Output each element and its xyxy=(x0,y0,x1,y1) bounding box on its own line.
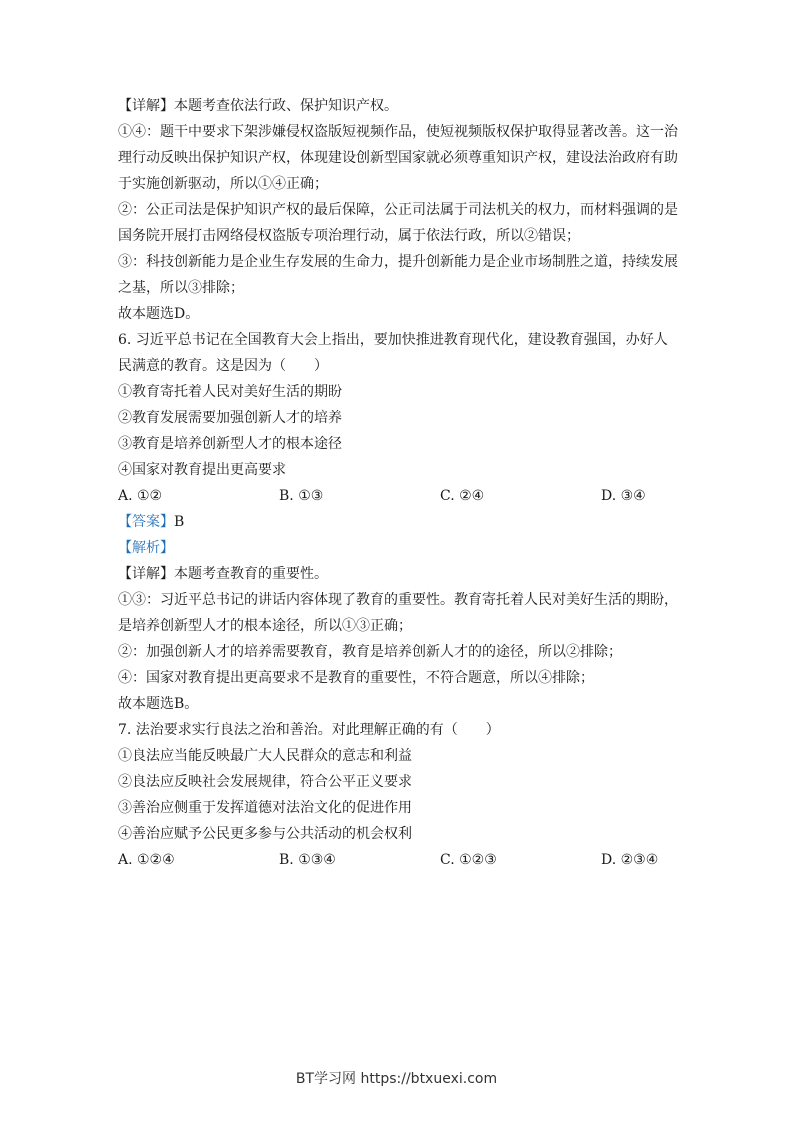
q6-conclusion: 故本题选B。 xyxy=(118,696,199,712)
q6-item: ①教育寄托着人民对美好生活的期盼 xyxy=(118,384,342,400)
q5-detail-text: ①④：题干中要求下架涉嫌侵权盗版短视频作品，使短视频版权保护取得显著改善。这一治 xyxy=(118,124,678,140)
q6-stem: 6. 习近平总书记在全国教育大会上指出，要加快推进教育现代化，建设教育强国，办好人 xyxy=(118,332,668,348)
q5-detail-text: ③：科技创新能力是企业生存发展的生命力，提升创新能力是企业市场制胜之道，持续发展 xyxy=(118,254,678,270)
q7-option-b: B. ①③④ xyxy=(279,852,336,868)
site-footer: BT学习网 https://btxuexi.com xyxy=(295,1071,498,1087)
q6-option-b: B. ①③ xyxy=(279,488,324,504)
q5-detail-text: 之基，所以③排除； xyxy=(118,280,244,296)
answer-tag: 【答案】 xyxy=(118,514,174,530)
q6-option-d: D. ③④ xyxy=(601,488,646,504)
q5-detail-intro: 【详解】本题考查依法行政、保护知识产权。 xyxy=(118,98,398,114)
q6-stem: 民满意的教育。这是因为（ ） xyxy=(118,358,328,374)
q6-option-a: A. ①② xyxy=(118,488,163,504)
q6-answer xyxy=(118,513,688,539)
answer-value: B xyxy=(174,514,185,530)
q7-option-c: C. ①②③ xyxy=(440,852,497,868)
q6-detail-text: ④：国家对教育提出更高要求不是教育的重要性，不符合题意，所以④排除； xyxy=(118,670,594,686)
q7-item: ④善治应赋予公民更多参与公共活动的机会权利 xyxy=(118,826,412,842)
q6-detail-text: ②：加强创新人才的培养需要教育，教育是培养创新人才的的途径，所以②排除； xyxy=(118,644,622,660)
q6-item: ③教育是培养创新型人才的根本途径 xyxy=(118,436,342,452)
q5-conclusion: 故本题选D。 xyxy=(118,306,200,322)
q6-analysis-tag: 【解析】 xyxy=(118,540,174,556)
q5-detail-text: 国务院开展打击网络侵权盗版专项治理行动，属于依法行政，所以②错误； xyxy=(118,228,580,244)
q7-options xyxy=(118,851,688,877)
q6-item: ④国家对教育提出更高要求 xyxy=(118,462,286,478)
q7-option-d: D. ②③④ xyxy=(601,852,659,868)
q7-item: ②良法应反映社会发展规律，符合公平正义要求 xyxy=(118,774,412,790)
q6-detail-text: ①③：习近平总书记的讲话内容体现了教育的重要性。教育寄托着人民对美好生活的期盼， xyxy=(118,592,678,608)
q6-options xyxy=(118,487,688,513)
q6-item: ②教育发展需要加强创新人才的培养 xyxy=(118,410,342,426)
q7-item: ①良法应当能反映最广大人民群众的意志和利益 xyxy=(118,748,412,764)
q7-option-a: A. ①②④ xyxy=(118,852,175,868)
q5-detail-text: 理行动反映出保护知识产权，体现建设创新型国家就必须尊重知识产权，建设法治政府有助 xyxy=(118,150,678,166)
q6-option-c: C. ②④ xyxy=(440,488,485,504)
q6-detail-intro: 【详解】本题考查教育的重要性。 xyxy=(118,566,328,582)
document-page xyxy=(118,97,688,877)
q7-item: ③善治应侧重于发挥道德对法治文化的促进作用 xyxy=(118,800,412,816)
q7-stem: 7. 法治要求实行良法之治和善治。对此理解正确的有（ ） xyxy=(118,722,500,738)
q5-detail-text: 于实施创新驱动，所以①④正确； xyxy=(118,176,328,192)
q5-detail-text: ②：公正司法是保护知识产权的最后保障，公正司法属于司法机关的权力，而材料强调的是 xyxy=(118,202,678,218)
q6-detail-text: 是培养创新型人才的根本途径，所以①③正确； xyxy=(118,618,412,634)
